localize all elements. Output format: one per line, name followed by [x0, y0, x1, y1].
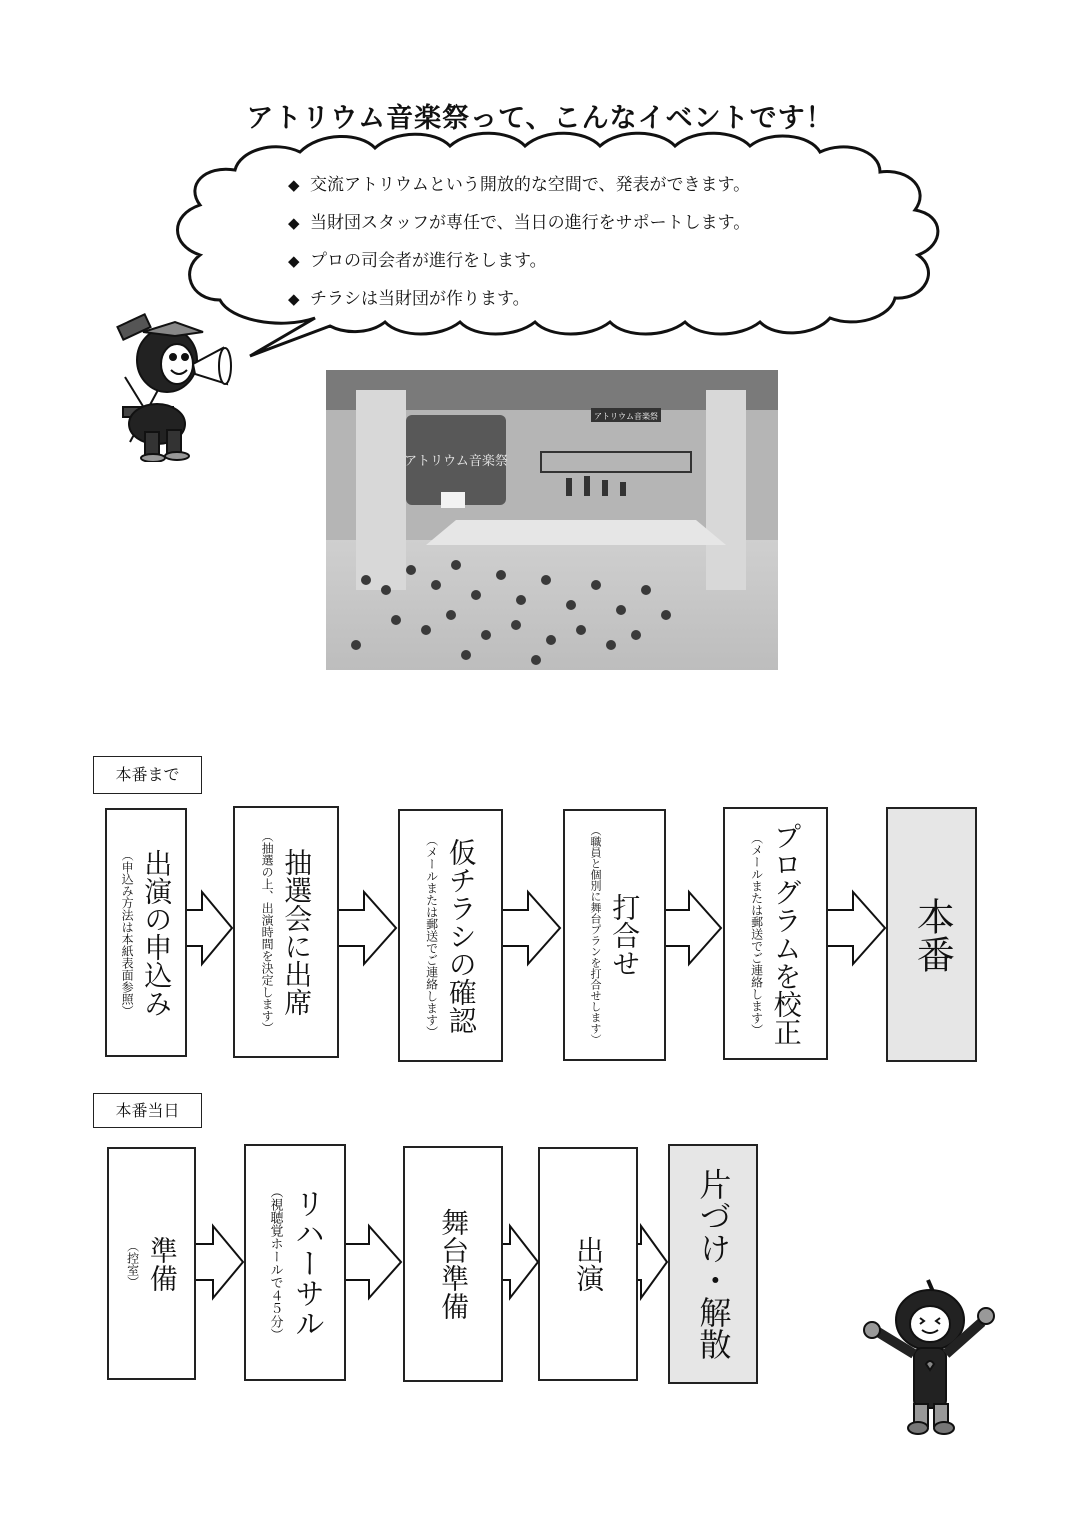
arrow-right-icon [186, 888, 236, 968]
event-photo [326, 370, 778, 670]
arrow-right-icon [345, 1222, 405, 1302]
step-stage-setup: 舞台準備 [403, 1146, 503, 1382]
step-flyer-check: 仮チラシの確認 （メールまたは郵送でご連絡します） [398, 809, 503, 1062]
step-lottery: 抽選会に出席 （抽選の上、出演時間を決定します） [233, 806, 339, 1058]
arrow-right-icon [195, 1222, 247, 1302]
list-item: ◆ プロの司会者が進行をします。 [288, 248, 750, 286]
section-label-before-show: 本番まで [93, 756, 202, 794]
list-item: ◆ チラシは当財団が作ります。 [288, 286, 750, 324]
diamond-icon: ◆ [288, 214, 300, 232]
diamond-icon: ◆ [288, 252, 300, 270]
mascot-megaphone-illustration [105, 312, 235, 462]
list-item: ◆ 交流アトリウムという開放的な空間で、発表ができます。 [288, 172, 750, 210]
step-prepare: 準備 （控室） [107, 1147, 196, 1380]
arrow-right-icon [502, 1222, 542, 1302]
step-meeting: 打合せ （職員と個別に舞台プランを打合せします） [563, 809, 666, 1061]
list-item: ◆ 当財団スタッフが専任で、当日の進行をサポートします。 [288, 210, 750, 248]
arrow-right-icon [665, 888, 725, 968]
step-rehearsal: リハーサル （視聴覚ホールで４５分） [244, 1144, 346, 1381]
step-performance: 本番 [886, 807, 977, 1062]
banner-text: アトリウム音楽祭 [594, 412, 658, 421]
section-label-show-day: 本番当日 [93, 1093, 202, 1128]
feature-list [288, 172, 750, 324]
diamond-icon: ◆ [288, 176, 300, 194]
step-application: 出演の申込み （申込み方法は本紙表面参照） [105, 808, 187, 1057]
arrow-right-icon [827, 888, 889, 968]
page-title: アトリウム音楽祭って、こんなイベントです！ [246, 103, 834, 134]
step-cleanup: 片づけ・解散 [668, 1144, 758, 1384]
mascot-cheering-illustration [858, 1272, 998, 1442]
step-perform: 出演 [538, 1147, 638, 1381]
arrow-right-icon [502, 888, 564, 968]
stage-sign-text: アトリウム音楽祭 [404, 454, 508, 469]
step-program-proof: プログラムを校正 （メールまたは郵送でご連絡します） [723, 807, 828, 1060]
diamond-icon: ◆ [288, 290, 300, 308]
arrow-right-icon [637, 1222, 671, 1302]
arrow-right-icon [338, 888, 400, 968]
